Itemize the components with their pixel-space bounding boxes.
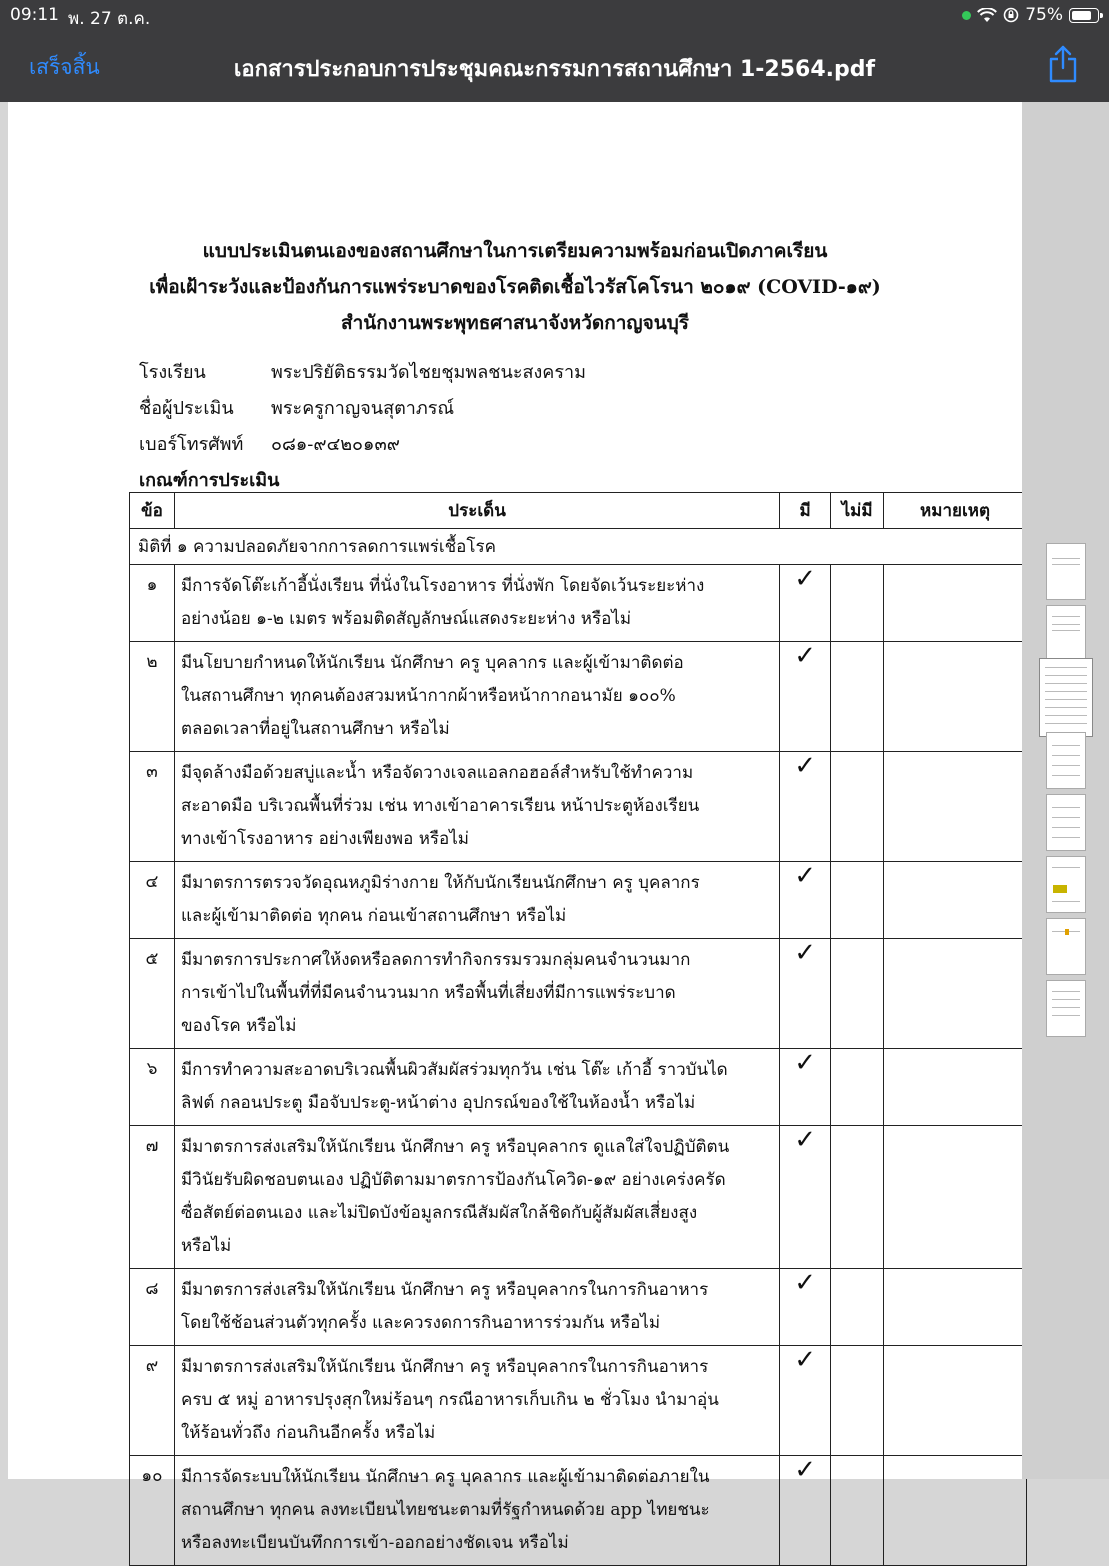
page-thumbnail[interactable] <box>1046 794 1086 851</box>
header-remark: หมายเหตุ <box>884 493 1027 529</box>
check-mark-icon: ✓ <box>780 862 831 939</box>
issue-line: การเข้าไปในพื้นที่ที่มีคนจำนวนมาก หรือพื้นที่เสี่ยงที่มีการแพร่ระบาด <box>180 983 676 1003</box>
check-mark-icon: ✓ <box>780 939 831 1049</box>
issue-line: ในสถานศึกษา ทุกคนต้องสวมหน้ากากผ้าหรือหน้ากากอนามัย ๑๐๐% <box>180 686 676 706</box>
check-mark-icon: ✓ <box>780 1269 831 1346</box>
page-thumbnail[interactable] <box>1046 605 1086 662</box>
page-thumbnail[interactable] <box>1046 856 1086 913</box>
school-field <box>139 357 586 386</box>
issue-line: มีมาตรการส่งเสริมให้นักเรียน นักศึกษา ครู หรือบุคลากรในการกินอาหาร <box>180 1280 709 1300</box>
issue-line: มีมาตรการตรวจวัดอุณหภูมิร่างกาย ให้กับนักเรียนนักศึกษา ครู บุคลากร <box>180 873 700 893</box>
issue-line: มีการทำความสะอาดบริเวณพื้นผิวสัมผัสร่วมทุกวัน เช่น โต๊ะ เก้าอี้ ราวบันได <box>180 1060 728 1080</box>
page-thumbnail[interactable] <box>1046 543 1086 600</box>
row-issue <box>174 1346 779 1456</box>
row-issue <box>174 565 779 642</box>
issue-line: ของโรค หรือไม่ <box>180 1016 297 1036</box>
table-row <box>130 1456 1027 1566</box>
issue-line: สถานศึกษา ทุกคน ลงทะเบียนไทยชนะตามที่รัฐกำหนดด้วย app ไทยชนะ <box>180 1500 710 1520</box>
battery-icon <box>1069 8 1099 23</box>
issue-line: ทางเข้าโรงอาหาร อย่างเพียงพอ หรือไม่ <box>180 829 470 849</box>
table-row <box>130 1049 1027 1126</box>
check-mark-icon: ✓ <box>780 1346 831 1456</box>
page-thumbnail-current[interactable] <box>1039 658 1093 737</box>
assessor-label: ชื่อผู้ประเมิน <box>139 398 234 419</box>
check-mark-icon: ✓ <box>780 642 831 752</box>
row-issue <box>174 939 779 1049</box>
check-mark-icon: ✓ <box>780 1456 831 1566</box>
assessment-table <box>129 492 1027 1566</box>
check-mark-icon: ✓ <box>780 752 831 862</box>
phone-field <box>139 429 400 458</box>
issue-line: และผู้เข้ามาติดต่อ ทุกคน ก่อนเข้าสถานศึกษา หรือไม่ <box>180 906 567 926</box>
issue-line: ลิฟต์ กลอนประตู มือจับประตู-หน้าต่าง อุปกรณ์ของใช้ในห้องน้ำ หรือไม่ <box>180 1093 696 1113</box>
table-row <box>130 642 1027 752</box>
dimension-label: มิติที่ ๑ ความปลอดภัยจากการลดการแพร่เชื้อโรค <box>130 529 1027 565</box>
row-number: ๓ <box>130 752 175 862</box>
row-issue <box>174 1049 779 1126</box>
row-issue <box>174 862 779 939</box>
issue-line: ซื่อสัตย์ต่อตนเอง และไม่ปิดบังข้อมูลกรณีสัมผัสใกล้ชิดกับผู้สัมผัสเสี่ยงสูง <box>180 1203 698 1223</box>
row-remark <box>884 1346 1027 1456</box>
issue-line: สะอาดมือ บริเวณพื้นที่ร่วม เช่น ทางเข้าอาคารเรียน หน้าประตูห้องเรียน <box>180 796 700 816</box>
row-issue <box>174 1126 779 1269</box>
doc-title-line-2: เพื่อเฝ้าระวังและป้องกันการแพร่ระบาดของโรคติดเชื้อไวรัสโคโรนา ๒๐๑๙ (COVID-๑๙) <box>149 276 881 298</box>
phone-label: เบอร์โทรศัพท์ <box>139 434 244 455</box>
battery-percent: 75% <box>1025 5 1063 25</box>
row-no-have <box>831 642 884 752</box>
row-number: ๕ <box>130 939 175 1049</box>
row-remark <box>884 565 1027 642</box>
issue-line: หรือไม่ <box>180 1236 232 1256</box>
row-no-have <box>831 1456 884 1566</box>
page-thumbnail[interactable] <box>1046 918 1086 975</box>
header-yes: มี <box>780 493 831 529</box>
issue-line: มีการจัดระบบให้นักเรียน นักศึกษา ครู บุคลากร และผู้เข้ามาติดต่อภายใน <box>180 1467 710 1487</box>
row-remark <box>884 752 1027 862</box>
school-value: พระปริยัติธรรมวัดไชยชุมพลชนะสงคราม <box>271 362 586 383</box>
page-thumbnail[interactable] <box>1046 980 1086 1037</box>
school-label: โรงเรียน <box>139 362 206 383</box>
nav-bar <box>0 30 1109 102</box>
row-no-have <box>831 1269 884 1346</box>
row-no-have <box>831 862 884 939</box>
row-no-have <box>831 752 884 862</box>
issue-line: โดยใช้ช้อนส่วนตัวทุกครั้ง และควรงดการกินอาหารร่วมกัน หรือไม่ <box>180 1313 661 1333</box>
row-no-have <box>831 1126 884 1269</box>
wifi-icon <box>977 8 997 23</box>
issue-line: ให้ร้อนทั่วถึง ก่อนกินอีกครั้ง หรือไม่ <box>180 1423 436 1443</box>
issue-line: มีนโยบายกำหนดให้นักเรียน นักศึกษา ครู บุคลากร และผู้เข้ามาติดต่อ <box>180 653 684 673</box>
table-row <box>130 752 1027 862</box>
issue-line: อย่างน้อย ๑-๒ เมตร พร้อมติดสัญลักษณ์แสดงระยะห่าง หรือไม่ <box>180 609 632 629</box>
status-indicators <box>962 5 1099 25</box>
issue-line: ครบ ๕ หมู่ อาหารปรุงสุกใหม่ร้อนๆ กรณีอาหารเก็บเกิน ๒ ชั่วโมง นำมาอุ่น <box>180 1390 719 1410</box>
phone-value: ๐๘๑-๙๔๒๐๑๓๙ <box>271 434 400 455</box>
assessor-field <box>139 393 455 422</box>
row-issue <box>174 752 779 862</box>
page-thumbnail-sidebar[interactable] <box>1022 102 1109 1479</box>
row-issue <box>174 642 779 752</box>
row-remark <box>884 642 1027 752</box>
row-no-have <box>831 1049 884 1126</box>
issue-line: มีมาตรการส่งเสริมให้นักเรียน นักศึกษา ครู หรือบุคลากร ดูแลใส่ใจปฏิบัติตน <box>180 1137 730 1157</box>
pdf-page[interactable] <box>8 102 1022 1553</box>
criteria-heading: เกณฑ์การประเมิน <box>139 470 280 491</box>
row-number: ๖ <box>130 1049 175 1126</box>
table-row <box>130 1346 1027 1456</box>
row-number: ๗ <box>130 1126 175 1269</box>
issue-line: มีจุดล้างมือด้วยสบู่และน้ำ หรือจัดวางเจลแอลกอฮอล์สำหรับใช้ทำความ <box>180 763 694 783</box>
row-no-have <box>831 565 884 642</box>
row-no-have <box>831 939 884 1049</box>
row-issue <box>174 1269 779 1346</box>
document-title: เอกสารประกอบการประชุมคณะกรรมการสถานศึกษา 1-2564.pdf <box>233 57 876 82</box>
check-mark-icon: ✓ <box>780 565 831 642</box>
table-row <box>130 1269 1027 1346</box>
row-no-have <box>831 1346 884 1456</box>
row-number: ๘ <box>130 1269 175 1346</box>
row-number: ๙ <box>130 1346 175 1456</box>
table-row <box>130 939 1027 1049</box>
row-number: ๒ <box>130 642 175 752</box>
orientation-lock-icon <box>1003 7 1019 23</box>
status-date: พ. 27 ต.ค. <box>68 9 151 29</box>
row-number: ๔ <box>130 862 175 939</box>
table-row <box>130 565 1027 642</box>
row-number: ๑ <box>130 565 175 642</box>
table-header-row <box>130 493 1027 529</box>
issue-line: มีมาตรการส่งเสริมให้นักเรียน นักศึกษา ครู หรือบุคลากรในการกินอาหาร <box>180 1357 709 1377</box>
check-mark-icon: ✓ <box>780 1049 831 1126</box>
row-remark <box>884 1126 1027 1269</box>
row-number: ๑๐ <box>130 1456 175 1566</box>
doc-title-line-1: แบบประเมินตนเองของสถานศึกษาในการเตรียมความพร้อมก่อนเปิดภาคเรียน <box>202 240 828 262</box>
issue-line: ตลอดเวลาที่อยู่ในสถานศึกษา หรือไม่ <box>180 719 450 739</box>
assessor-value: พระครูกาญจนสุตาภรณ์ <box>271 398 455 419</box>
doc-title-line-3: สำนักงานพระพุทธศาสนาจังหวัดกาญจนบุรี <box>341 312 689 334</box>
status-bar <box>0 0 1109 30</box>
issue-line: มีการจัดโต๊ะเก้าอี้นั่งเรียน ที่นั่งในโรงอาหาร ที่นั่งพัก โดยจัดเว้นระยะห่าง <box>180 576 705 596</box>
row-issue <box>174 1456 779 1566</box>
row-remark <box>884 1269 1027 1346</box>
table-row <box>130 862 1027 939</box>
done-button[interactable]: เสร็จสิ้น <box>29 55 100 79</box>
header-no-have: ไม่มี <box>831 493 884 529</box>
check-mark-icon: ✓ <box>780 1126 831 1269</box>
page-thumbnail[interactable] <box>1046 732 1086 789</box>
row-remark <box>884 862 1027 939</box>
row-remark <box>884 1049 1027 1126</box>
camera-indicator-icon <box>962 11 971 20</box>
status-time: 09:11 <box>10 5 59 25</box>
row-remark <box>884 1456 1027 1566</box>
issue-line: มีมาตรการประกาศให้งดหรือลดการทำกิจกรรมรวมกลุ่มคนจำนวนมาก <box>180 950 691 970</box>
table-row <box>130 1126 1027 1269</box>
share-icon[interactable] <box>1046 44 1080 84</box>
dimension-row <box>130 529 1027 565</box>
row-remark <box>884 939 1027 1049</box>
issue-line: หรือลงทะเบียนบันทึกการเข้า-ออกอย่างชัดเจน หรือไม่ <box>180 1533 569 1553</box>
issue-line: มีวินัยรับผิดชอบตนเอง ปฏิบัติตามมาตรการป้องกันโควิด-๑๙ อย่างเคร่งครัด <box>180 1170 726 1190</box>
header-issue: ประเด็น <box>174 493 779 529</box>
header-no: ข้อ <box>130 493 175 529</box>
